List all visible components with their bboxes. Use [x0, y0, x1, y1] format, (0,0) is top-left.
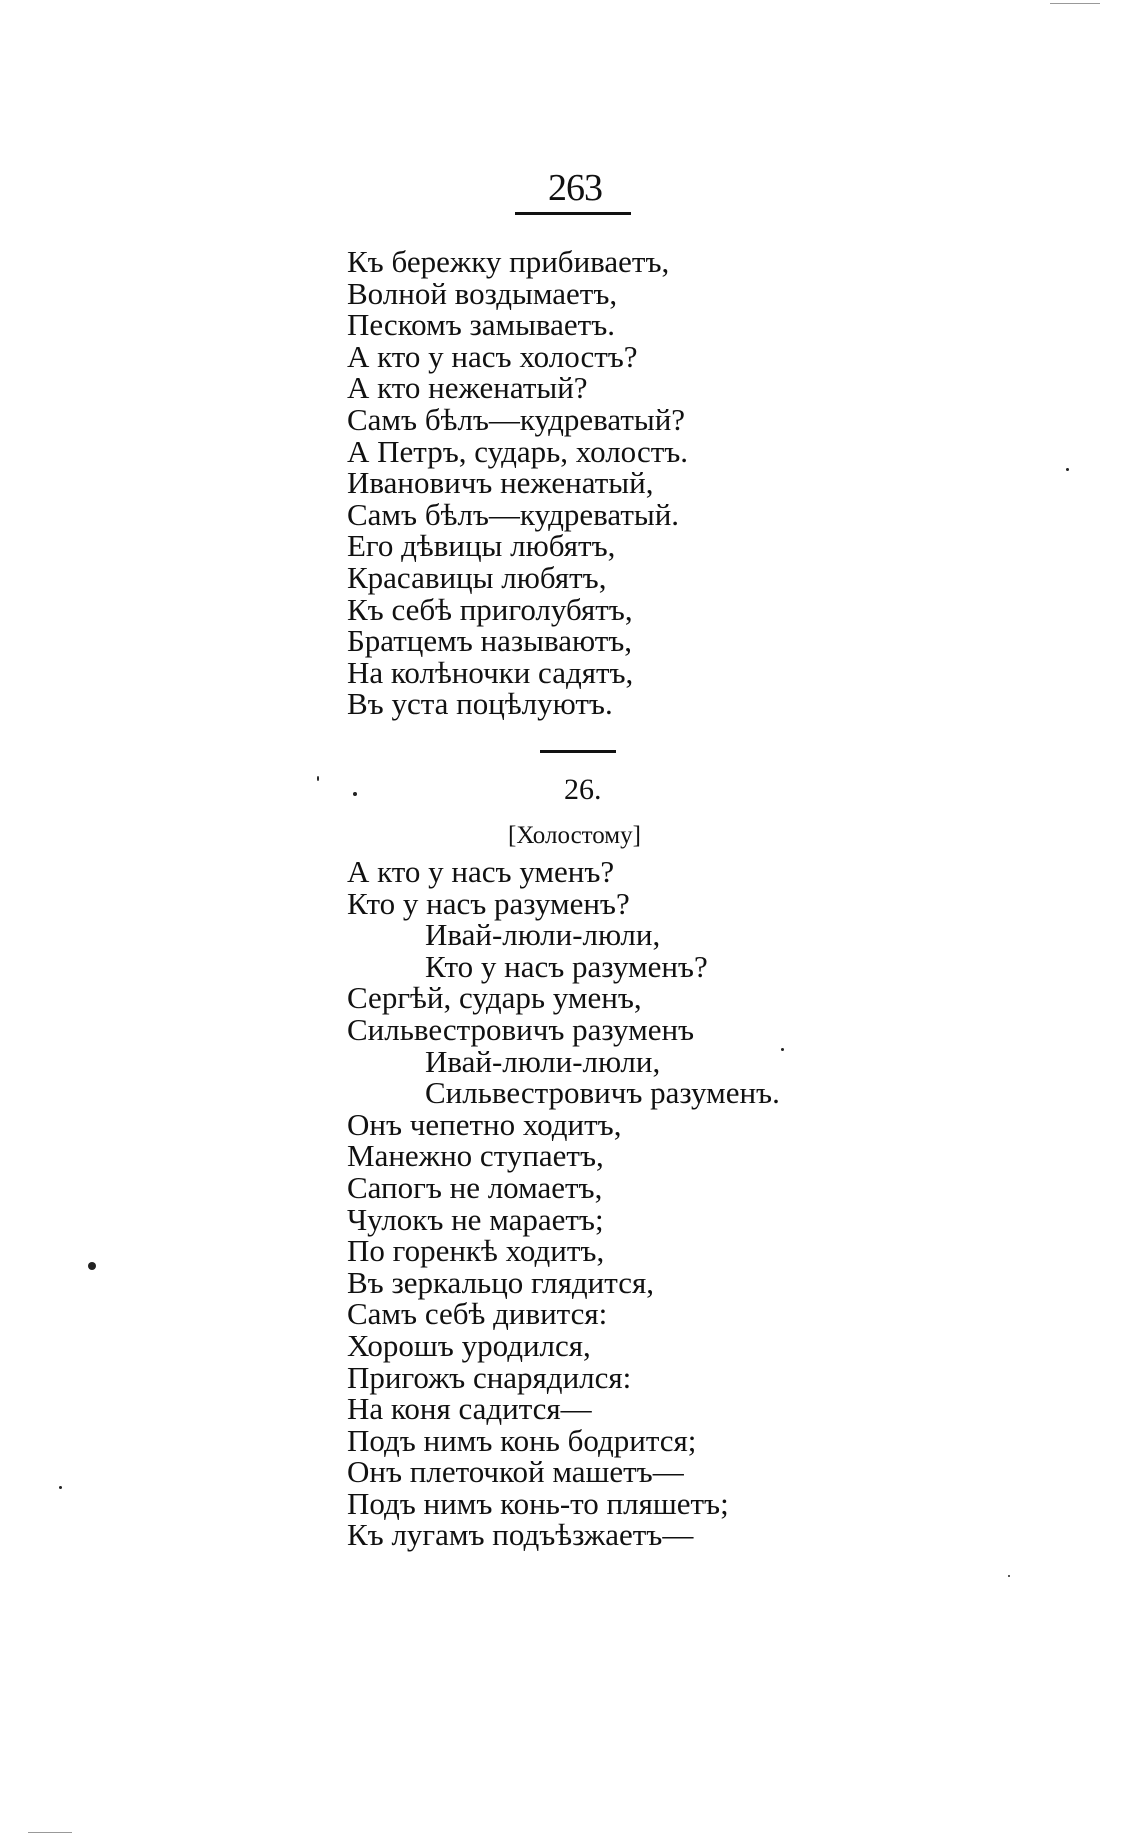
page-number-underline — [515, 212, 631, 215]
verse-line: А кто у насъ холостъ? — [347, 338, 638, 374]
section-divider — [540, 750, 616, 753]
verse-line: А кто неженатый? — [347, 370, 588, 406]
verse-line: Сильвестровичъ разуменъ — [347, 1011, 695, 1047]
verse-line: Пригожъ снарядился: — [347, 1359, 632, 1395]
song-number: 26. — [564, 773, 602, 806]
verse-line: Волной воздымаетъ, — [347, 275, 618, 311]
verse-line: А Петръ, сударь, холостъ. — [347, 433, 689, 469]
verse-line: Кто у насъ разуменъ? — [347, 885, 630, 921]
scan-speck — [781, 1048, 784, 1051]
verse-line: Въ зеркальцо глядится, — [347, 1264, 654, 1300]
verse-line: Самъ бѣлъ—кудреватый? — [347, 401, 686, 437]
verse-line: Братцемъ называютъ, — [347, 623, 633, 659]
verse-line: Сапогъ не ломаетъ, — [347, 1169, 603, 1205]
verse-line: Ивановичъ неженатый, — [347, 465, 654, 501]
verse-line: Подъ нимъ конь-то пляшетъ; — [347, 1485, 729, 1521]
scan-speck — [88, 1262, 96, 1270]
verse-line: Подъ нимъ конь бодрится; — [347, 1422, 697, 1458]
verse-line: Чулокъ не мараетъ; — [347, 1201, 604, 1237]
refrain-line: Кто у насъ разуменъ? — [425, 948, 708, 984]
verse-line: На коня садится— — [347, 1391, 592, 1427]
verse-line: Къ бережку прибиваетъ, — [347, 244, 670, 279]
scan-speck — [1066, 468, 1069, 471]
verse-line: А кто у насъ уменъ? — [347, 854, 615, 889]
verse-line: Самъ бѣлъ—кудреватый. — [347, 496, 680, 532]
scan-speck — [1008, 1575, 1010, 1577]
verse-line: На колѣночки садятъ, — [347, 654, 634, 690]
scan-speck — [59, 1486, 62, 1489]
scan-edge-mark — [1050, 3, 1100, 4]
verse-line: Красавицы любятъ, — [347, 559, 607, 595]
verse-line: По горенкѣ ходитъ, — [347, 1233, 605, 1269]
verse-line: Самъ себѣ дивится: — [347, 1296, 608, 1332]
verse-line: Сергѣй, сударь уменъ, — [347, 980, 642, 1016]
song-title: [Холостому] — [508, 822, 641, 849]
verse-line: Къ себѣ приголубятъ, — [347, 591, 633, 627]
refrain-line: Ивай-люли-люли, — [425, 1043, 661, 1079]
verse-line: Пескомъ замываетъ. — [347, 307, 615, 343]
refrain-line: Сильвестровичъ разуменъ. — [425, 1075, 780, 1111]
verse-line: Его дѣвицы любятъ, — [347, 528, 616, 564]
refrain-line: Ивай-люли-люли, — [425, 917, 661, 953]
stanza-continued — [347, 246, 688, 720]
song-verses — [347, 856, 780, 1551]
verse-line: Въ уста поцѣлуютъ. — [347, 686, 613, 722]
scan-speck — [353, 792, 357, 796]
verse-line: Онъ чепетно ходитъ, — [347, 1106, 622, 1142]
scan-edge-mark — [28, 1832, 72, 1833]
verse-line: Къ лугамъ подъѣзжаетъ— — [347, 1517, 694, 1553]
verse-line: Хорошъ уродился, — [347, 1327, 591, 1363]
verse-line: Манежно ступаетъ, — [347, 1138, 604, 1174]
verse-line: Онъ плеточкой машетъ— — [347, 1454, 684, 1490]
page-number: 263 — [548, 167, 602, 209]
scan-speck — [317, 776, 319, 781]
